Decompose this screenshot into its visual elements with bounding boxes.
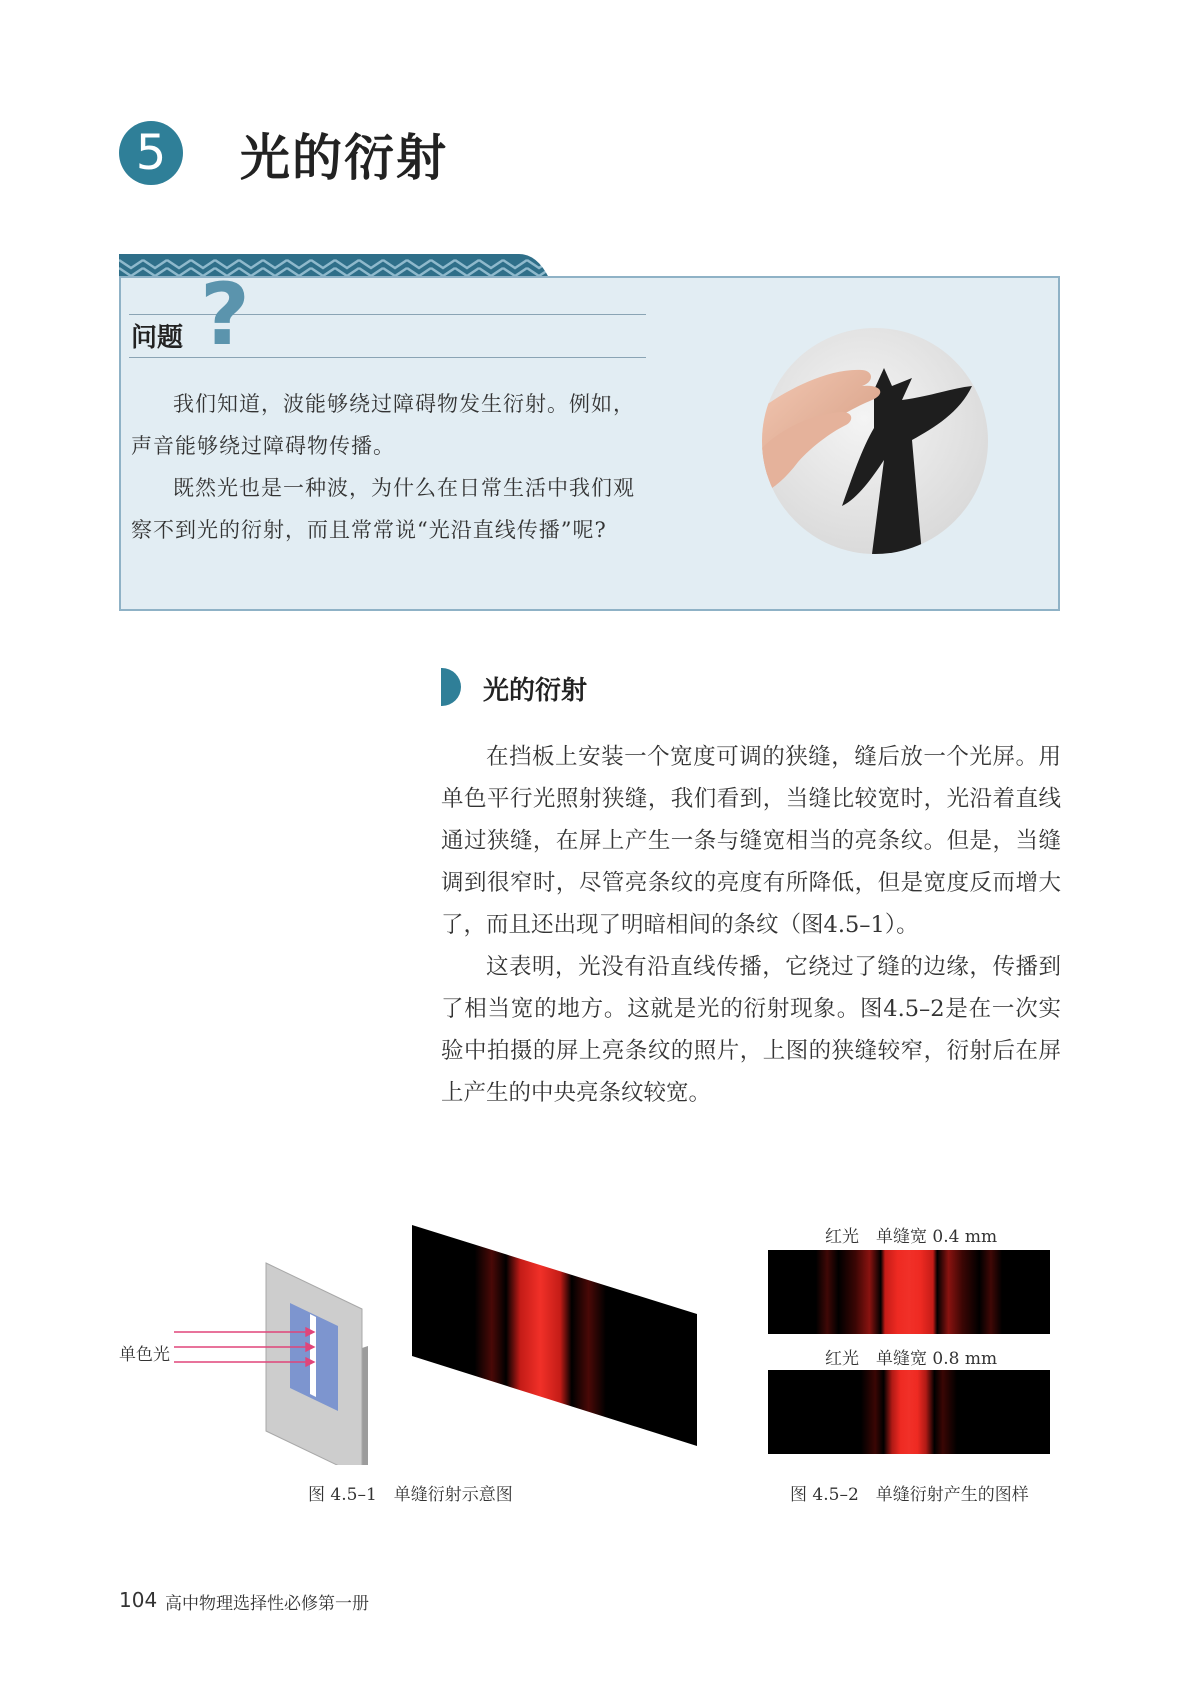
page-number: 104 [119,1588,158,1612]
question-label: 问题 [131,323,184,353]
section-title: 光的衍射 [483,676,588,706]
hand-shadow-photo [762,328,988,554]
question-paragraph-2: 既然光也是一种波，为什么在日常生活中我们观察不到光的衍射，而且常常说“光沿直线传播”呢? [131,476,635,542]
barrier-plate-side [362,1346,368,1465]
strip-label-0.8mm: 红光 单缝宽 0.8 mm [825,1349,998,1369]
body-paragraph-2: 这表明，光没有沿直线传播，它绕过了缝的边缘，传播到了相当宽的地方。这就是光的衍射现象。图4.5–2是在一次实验中拍摄的屏上亮条纹的照片，上图的狭缝较窄，衍射后在屏上产生的中央亮条纹较宽。 [441,954,1061,1106]
body-text [441,736,1061,1114]
single-slit-diagram [110,1215,710,1465]
question-mark-icon: ? [200,265,250,365]
monochromatic-light-label: 单色光 [119,1345,170,1365]
question-paragraph-1: 我们知道，波能够绕过障碍物发生衍射。例如，声音能够绕过障碍物传播。 [131,392,635,458]
diffraction-pattern-0.8mm [768,1370,1050,1454]
figure-2-caption: 图 4.5–2 单缝衍射产生的图样 [790,1485,1029,1505]
strip-label-0.4mm: 红光 单缝宽 0.4 mm [825,1227,998,1247]
chapter-title: 光的衍射 [240,129,448,187]
question-text [131,383,643,551]
book-title: 高中物理选择性必修第一册 [165,1594,369,1614]
slit [310,1314,316,1397]
question-box-tab [119,254,549,278]
figure-1-caption: 图 4.5–1 单缝衍射示意图 [308,1485,513,1505]
section-number-badge: 5 [119,121,183,185]
body-paragraph-1: 在挡板上安装一个宽度可调的狭缝，缝后放一个光屏。用单色平行光照射狭缝，我们看到，当缝比较宽时，光沿着直线通过狭缝，在屏上产生一条与缝宽相当的亮条纹。但是，当缝调到很窄时，尽管亮条纹的亮度有所降低，但是宽度反而增大了，而且还出现了明暗相间的条纹（图4.5–1）。 [441,744,1061,938]
diffraction-screen [412,1225,697,1446]
diffraction-pattern-0.4mm [768,1250,1050,1334]
section-marker-icon [441,668,461,706]
